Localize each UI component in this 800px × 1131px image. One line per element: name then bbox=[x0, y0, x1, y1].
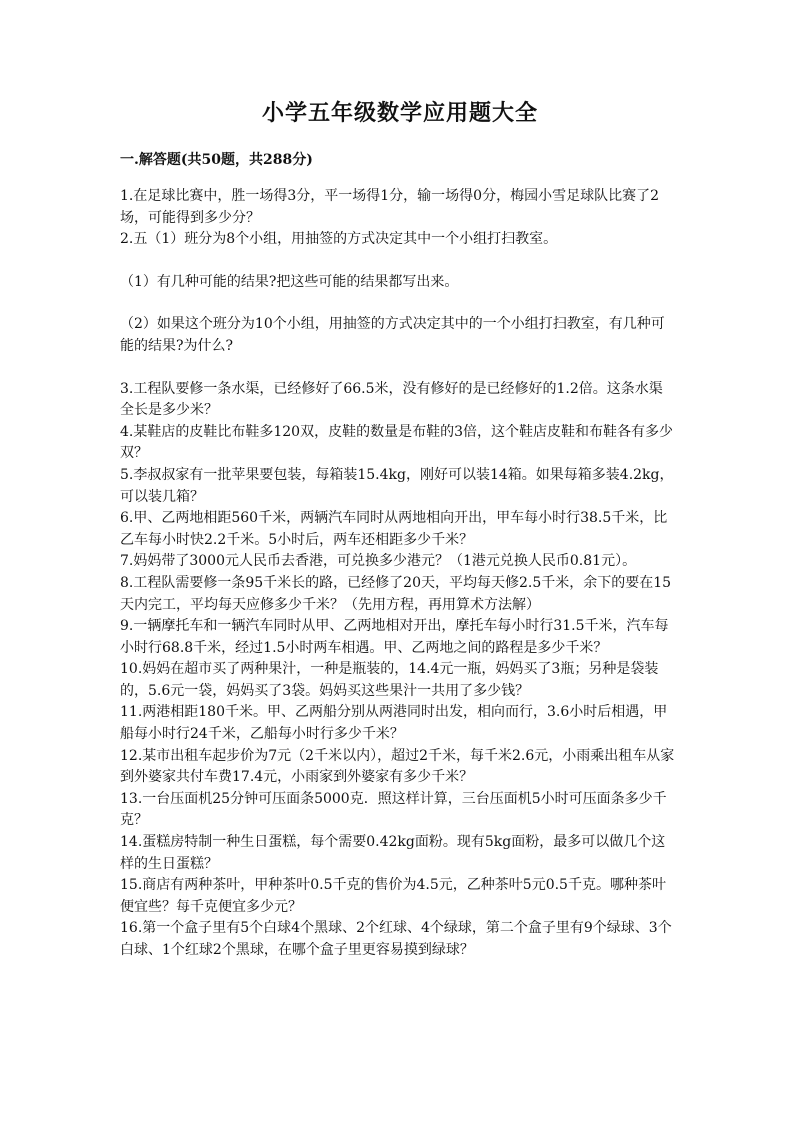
question-item: 10.妈妈在超市买了两种果汁，一种是瓶装的，14.4元一瓶，妈妈买了3瓶；另种是袋装的，5.6元一袋，妈妈买了3袋。妈妈买这些果汁一共用了多少钱？ bbox=[120, 661, 659, 699]
question-subitem: （1）有几种可能的结果?把这些可能的结果都写出来。 bbox=[120, 273, 459, 290]
question-item: 7.妈妈带了3000元人民币去香港，可兑换多少港元？（1港元兑换人民币0.81元）。 bbox=[120, 553, 637, 570]
question-item: 13.一台压面机25分钟可压面条5000克．照这样计算，三台压面机5小时可压面条多少千克？ bbox=[120, 790, 667, 829]
question-item: 16.第一个盒子里有5个白球4个黑球、2个红球、4个绿球，第二个盒子里有9个绿球、3个白球、1个红球2个黑球，在哪个盒子里更容易摸到绿球？ bbox=[120, 920, 672, 958]
question-item: 15.商店有两种茶叶，甲种茶叶0.5千克的售价为4.5元，乙种茶叶5元0.5千克。哪种茶叶便宜些？每千克便宜多少元？ bbox=[120, 877, 666, 915]
question-item: 11.两港相距180千米。甲、乙两船分别从两港同时出发，相向而行，3.6小时后相遇，甲船每小时行24千米，乙船每小时行多少千米？ bbox=[120, 704, 668, 743]
question-item: 4.某鞋店的皮鞋比布鞋多120双，皮鞋的数量是布鞋的3倍，这个鞋店皮鞋和布鞋各有多少双？ bbox=[120, 423, 673, 462]
question-list bbox=[120, 186, 676, 962]
question-subitem: （2）如果这个班分为10个小组，用抽签的方式决定其中的一个小组打扫教室，有几种可能的结果?为什么? bbox=[120, 316, 665, 354]
question-item: 8.工程队需要修一条95千米长的路，已经修了20天，平均每天修2.5千米，余下的要在15天内完工，平均每天应修多少千米？（先用方程，再用算术方法解） bbox=[120, 574, 672, 613]
question-item: 6.甲、乙两地相距560千米，两辆汽车同时从两地相向开出，甲车每小时行38.5千米，比乙车每小时快2.2千米。5小时后，两车还相距多少千米？ bbox=[120, 510, 668, 548]
question-item: 9.一辆摩托车和一辆汽车同时从甲、乙两地相对开出，摩托车每小时行31.5千米，汽车每小时行68.8千米，经过1.5小时两车相遇。甲、乙两地之间的路程是多少千米？ bbox=[120, 618, 669, 656]
question-item: 5.李叔叔家有一批苹果要包装，每箱装15.4kg，刚好可以装14箱。如果每箱多装4.2kg，可以装几箱？ bbox=[120, 466, 674, 505]
question-item: 14.蛋糕房特制一种生日蛋糕，每个需要0.42kg面粉。现有5kg面粉，最多可以做几个这样的生日蛋糕？ bbox=[120, 834, 666, 872]
question-item: 12.某市出租车起步价为7元（2千米以内），超过2千米，每千米2.6元，小雨乘出租车从家到外婆家共付车费17.4元，小雨家到外婆家有多少千米？ bbox=[120, 747, 675, 786]
question-item: 3.工程队要修一条水渠，已经修好了66.5米，没有修好的是已经修好的1.2倍。这条水渠全长是多少米？ bbox=[120, 380, 663, 419]
question-item: 1.在足球比赛中，胜一场得3分，平一场得1分，输一场得0分，梅园小雪足球队比赛了2场，可能得到多少分？ bbox=[120, 188, 659, 226]
section-heading: 一.解答题(共50题，共288分) bbox=[120, 152, 313, 168]
page-title: 小学五年级数学应用题大全 bbox=[261, 100, 538, 126]
question-item: 2.五（1）班分为8个小组，用抽签的方式决定其中一个小组打扫教室。 bbox=[120, 231, 558, 248]
